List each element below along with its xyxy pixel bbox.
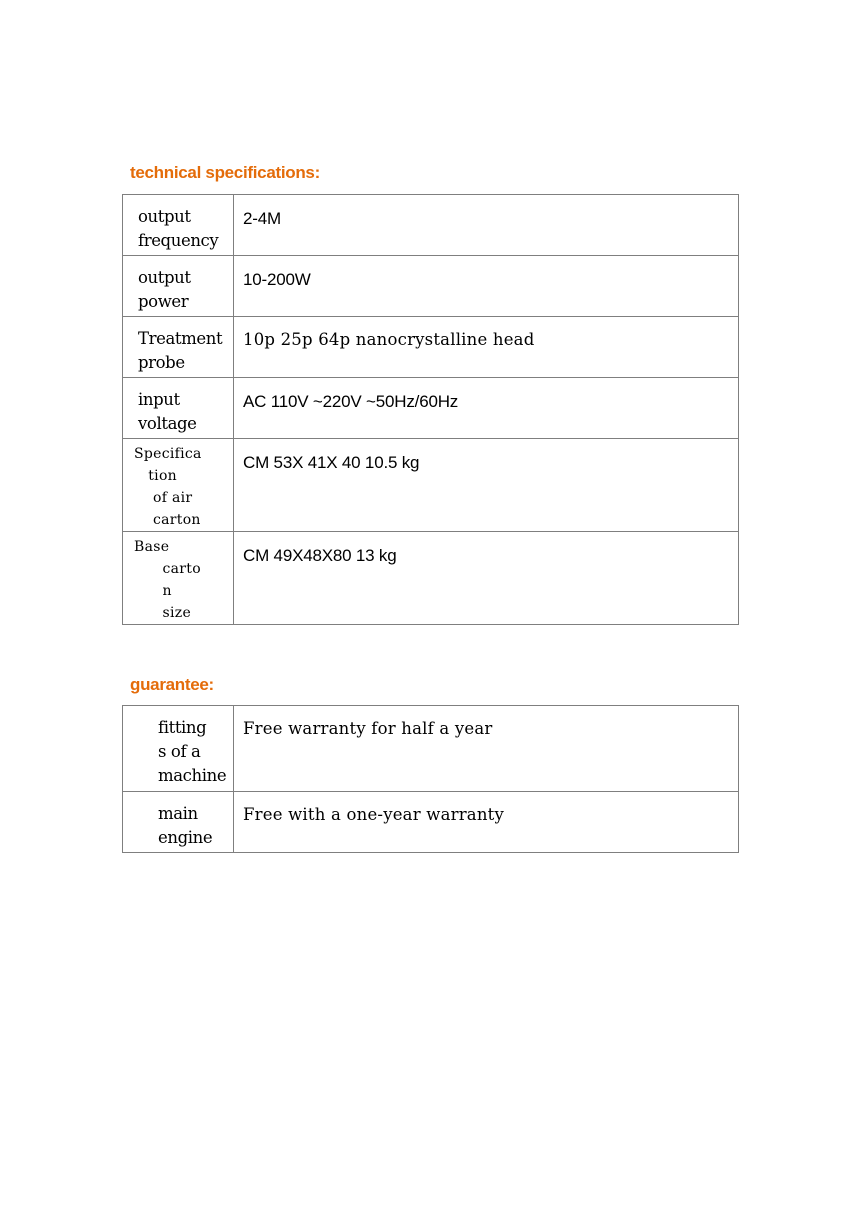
guarantee-label-fittings: fitting s of a machine: [158, 718, 227, 785]
spec-label-output-power: output power: [138, 268, 191, 311]
spec-value-output-frequency: 2-4M: [243, 209, 281, 228]
table-row: [123, 317, 739, 378]
spec-value-base-carton-size: CM 49X48X80 13 kg: [243, 546, 397, 565]
spec-value-treatment-probe: 10p 25p 64p nanocrystalline head: [243, 330, 535, 349]
spec-value-output-power: 10-200W: [243, 270, 311, 289]
table-row: [123, 439, 739, 532]
table-row: [123, 195, 739, 256]
spec-label-input-voltage: input voltage: [138, 390, 197, 433]
table-row: [123, 706, 739, 792]
spec-value-input-voltage: AC 110V ~220V ~50Hz/60Hz: [243, 392, 459, 411]
table-row: [123, 378, 739, 439]
guarantee-value-main-engine: Free with a one-year warranty: [243, 805, 505, 824]
spec-label-treatment-probe: Treatment probe: [138, 329, 223, 372]
spec-value-air-carton: CM 53X 41X 40 10.5 kg: [243, 453, 420, 472]
specifications-table: [122, 194, 739, 625]
table-row: [123, 792, 739, 853]
spec-label-output-frequency: output frequency: [138, 207, 219, 250]
spec-label-base-carton-size: Base carto n size: [134, 539, 201, 621]
specifications-heading: technical specifications:: [130, 163, 320, 182]
guarantee-heading: guarantee:: [130, 675, 214, 694]
guarantee-label-main-engine: main engine: [158, 804, 213, 847]
spec-label-air-carton: Specifica tion of air carton: [134, 446, 202, 528]
guarantee-table: [122, 705, 739, 853]
table-row: [123, 532, 739, 625]
table-row: [123, 256, 739, 317]
guarantee-value-fittings: Free warranty for half a year: [243, 719, 493, 738]
